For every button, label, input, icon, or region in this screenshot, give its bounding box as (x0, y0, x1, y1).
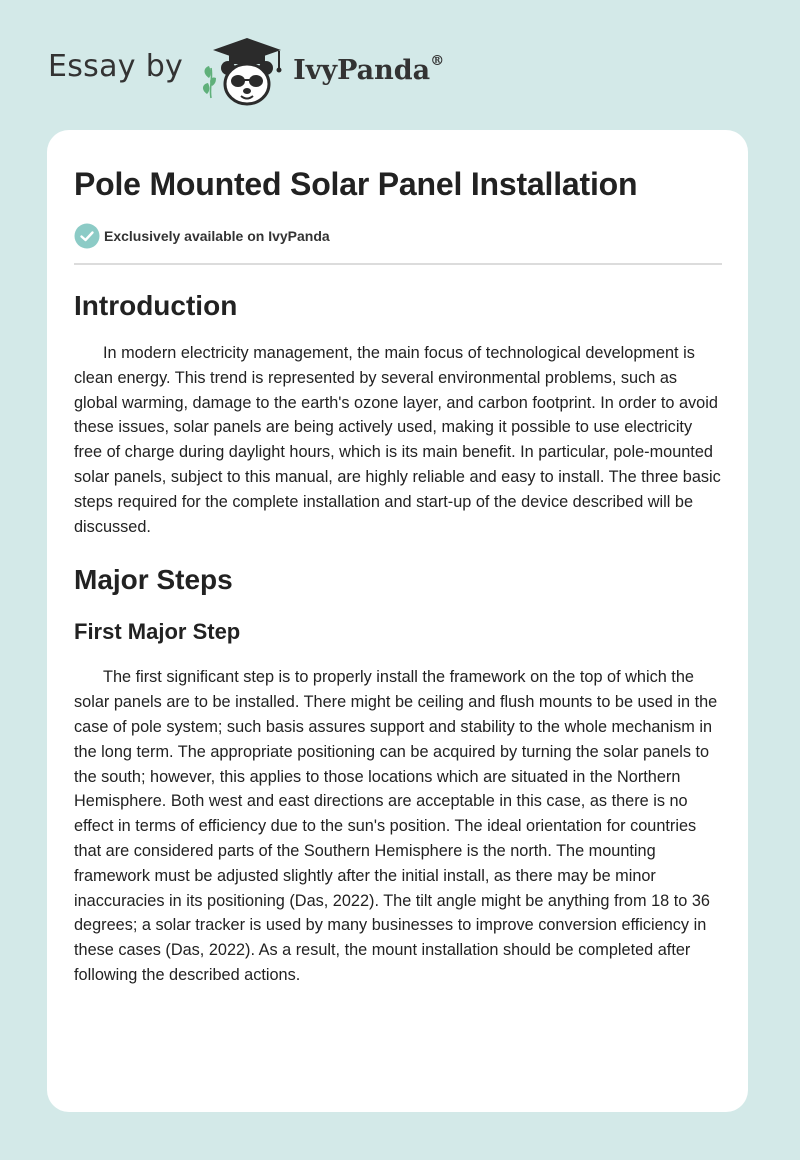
divider (74, 263, 722, 265)
registered-mark: ® (430, 52, 445, 69)
section-heading-major-steps: Major Steps (74, 564, 233, 596)
first-step-paragraph: The first significant step is to properly install the framework on the top of which the solar panels are to be installed. There might be ceiling and flush mounts to be used in the case of pole system; such basis assures support and stability to the whole mechanism in the long term. The appropriate positioning can be acquired by turning the solar panels to the south; however, this applies to those locations which are situated in the Northern Hemisphere. Both west and east directions are acceptable in this case, as there is no effect in terms of efficiency due to the sun's position. The ideal orientation for countries that are considered parts of the Southern Hemisphere is the north. The mounting framework must be adjusted slightly after the initial install, as there may be minor inaccuracies in its positioning (Das, 2022). The tilt angle might be anything from 18 to 36 degrees; a solar tracker is used by many businesses to improve conversion efficiency in these cases (Das, 2022). As a result, the mount installation should be completed after following the described actions. (74, 668, 718, 984)
subsection-heading-first-step: First Major Step (74, 619, 241, 645)
brand-header[interactable] (48, 34, 508, 110)
exclusive-badge (74, 222, 722, 250)
essay-title: Pole Mounted Solar Panel Installation (74, 166, 638, 202)
brand-name: IvyPanda® (293, 52, 445, 86)
section-heading-introduction: Introduction (74, 290, 238, 321)
introduction-paragraph: In modern electricity management, the main focus of technological development is clean energy. This trend is represented by several environmental problems, such as global warming, damage to the earth's ozone layer, and carbon footprint. In order to avoid these issues, solar panels are being actively used, making it possible to use electricity free of charge during daylight hours, which is its main benefit. In particular, pole-mounted solar panels, subject to this manual, are highly reliable and easy to install. The three basic steps required for the complete installation and start-up of the device described will be discussed. (74, 344, 721, 536)
brand-prefix: Essay by (48, 48, 184, 84)
badge-label: Exclusively available on IvyPanda (104, 228, 330, 244)
essay-card (47, 130, 748, 1112)
panda-logo-icon (199, 34, 291, 110)
check-circle-icon (74, 223, 100, 249)
